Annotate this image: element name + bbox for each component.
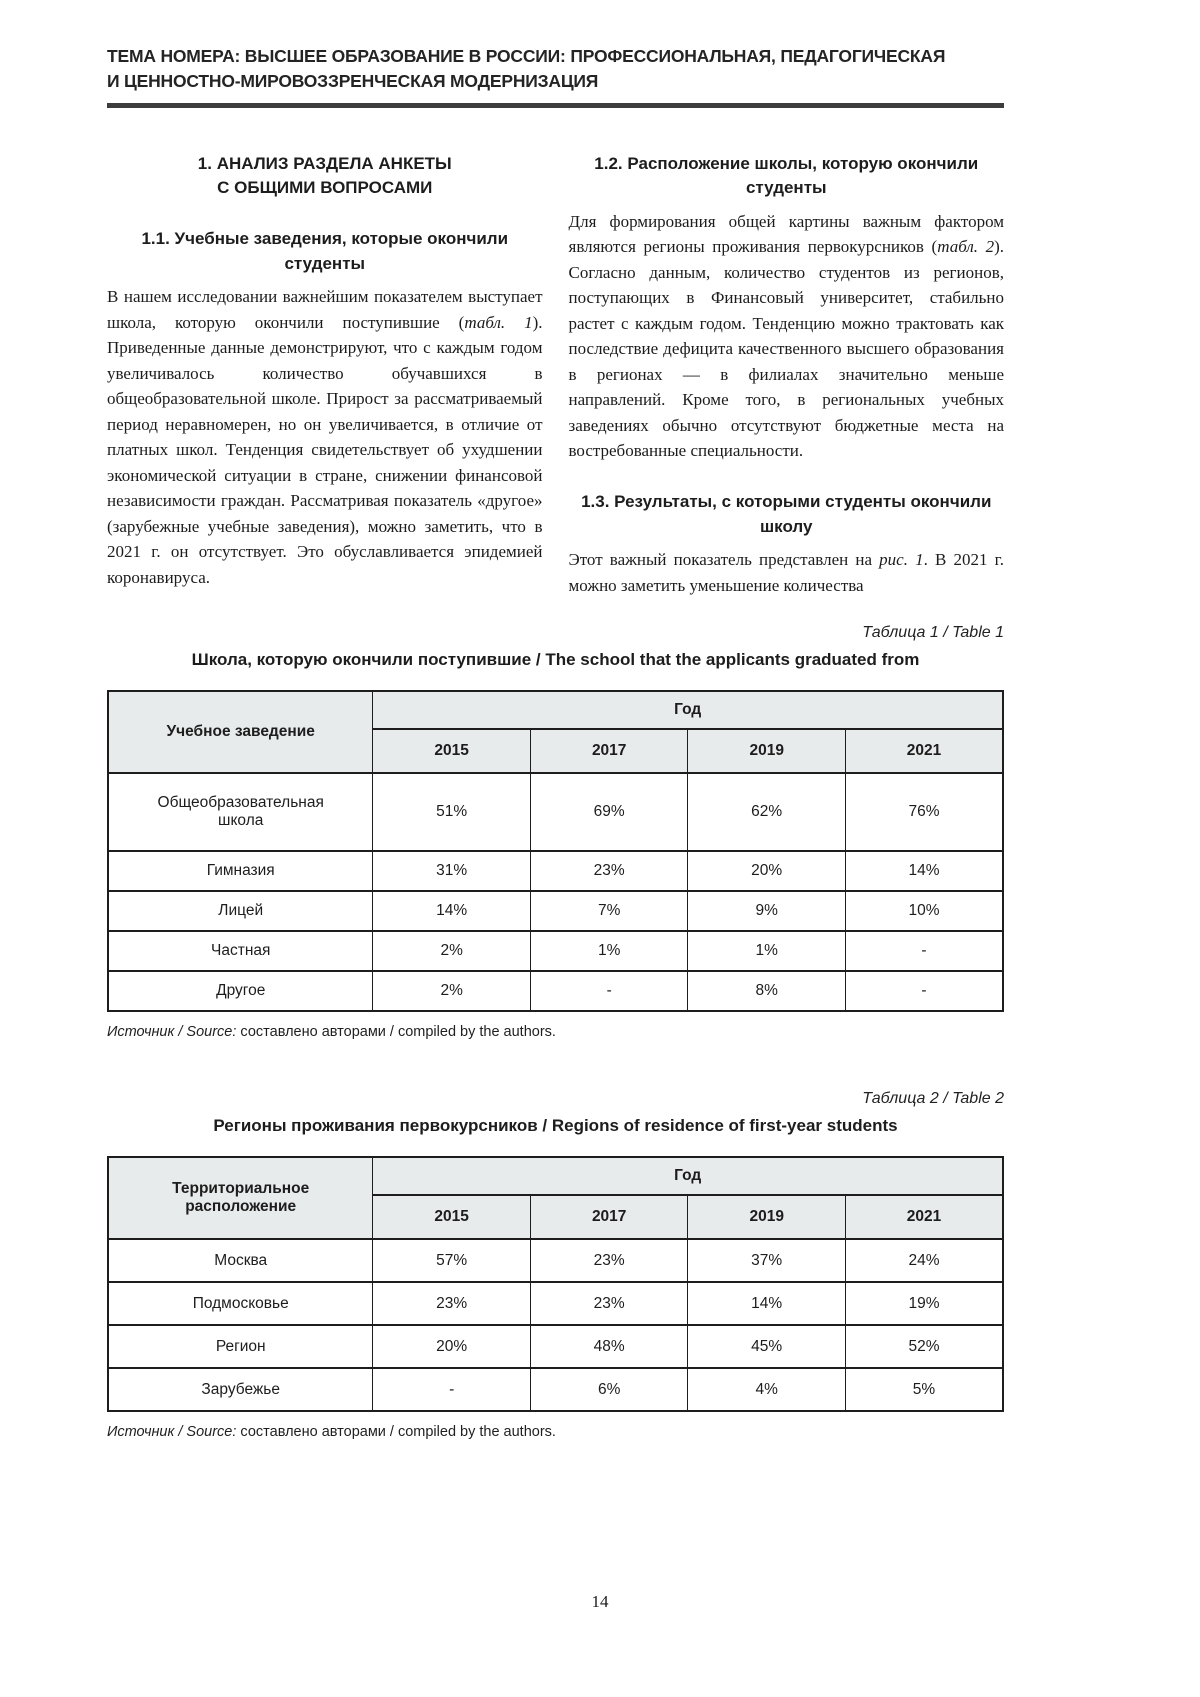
row-label: Москва xyxy=(108,1239,373,1282)
journal-theme-title: ТЕМА НОМЕРА: ВЫСШЕЕ ОБРАЗОВАНИЕ В РОССИИ: ПРОФЕССИОНАЛЬНАЯ, ПЕДАГОГИЧЕСКАЯ И ЦЕННОСТНО-МИРОВОЗЗРЕНЧЕСКАЯ МОДЕРНИЗАЦИЯ xyxy=(107,46,946,91)
page-number: 14 xyxy=(591,1592,609,1611)
cell-value: - xyxy=(530,971,688,1011)
table-1-year-2019: 2019 xyxy=(688,729,846,773)
section-1-2-body: Для формирования общей картины важным фактором являются регионы проживания первокурсников (табл. 2). Согласно данным, количество студентов из регионов, поступающих в Финансовый университет, стабильно растет с каждым годом. Тенденцию можно трактовать как последствие дефицита качественного высшего образования в регионах — в филиалах значительно меньше направлений. Кроме того, в региональных учебных заведениях обычно отсутствуют бюджетные места на востребованные специальности. xyxy=(568,211,1004,461)
table-2-year-2019: 2019 xyxy=(688,1195,846,1239)
section-1-title: 1. АНАЛИЗ РАЗДЕЛА АНКЕТЫ С ОБЩИМИ ВОПРОСАМИ xyxy=(197,153,452,198)
cell-value: 8% xyxy=(688,971,846,1011)
cell-value: 9% xyxy=(688,891,846,931)
table-2-territory-header: Территориальное расположение xyxy=(108,1157,373,1239)
table-row xyxy=(108,971,1003,1011)
table-1-title: Школа, которую окончили поступившие / The school that the applicants graduated from xyxy=(191,650,920,670)
table-2-year-2015: 2015 xyxy=(373,1195,531,1239)
section-1-2-title: 1.2. Расположение школы, которую окончили студенты xyxy=(594,153,979,198)
cell-value: 51% xyxy=(373,773,531,851)
table-row xyxy=(108,773,1003,851)
table-1 xyxy=(107,690,1004,1012)
cell-value: 7% xyxy=(530,891,688,931)
running-head xyxy=(107,0,1004,108)
cell-value: 52% xyxy=(845,1325,1003,1368)
row-label: Лицей xyxy=(108,891,373,931)
cell-value: 14% xyxy=(688,1282,846,1325)
cell-value: 69% xyxy=(530,773,688,851)
cell-value: 14% xyxy=(845,851,1003,891)
article-columns xyxy=(107,152,1004,599)
table-1-institution-header: Учебное заведение xyxy=(108,691,373,773)
cell-value: 20% xyxy=(373,1325,531,1368)
row-label: Гимназия xyxy=(108,851,373,891)
table-2-title: Регионы проживания первокурсников / Regions of residence of first-year students xyxy=(213,1116,898,1136)
cell-value: 23% xyxy=(373,1282,531,1325)
table-2-year-2021: 2021 xyxy=(845,1195,1003,1239)
table-row xyxy=(108,891,1003,931)
cell-value: 57% xyxy=(373,1239,531,1282)
header-rule xyxy=(107,103,1004,108)
cell-value: 23% xyxy=(530,1239,688,1282)
cell-value: 1% xyxy=(530,931,688,971)
cell-value: 23% xyxy=(530,1282,688,1325)
cell-value: - xyxy=(373,1368,531,1411)
row-label: Зарубежье xyxy=(108,1368,373,1411)
cell-value: 1% xyxy=(688,931,846,971)
cell-value: 48% xyxy=(530,1325,688,1368)
cell-value: 19% xyxy=(845,1282,1003,1325)
table-2 xyxy=(107,1156,1004,1412)
cell-value: 24% xyxy=(845,1239,1003,1282)
cell-value: 6% xyxy=(530,1368,688,1411)
table-row xyxy=(108,1282,1003,1325)
column-right xyxy=(569,152,1005,599)
row-label: Общеобразовательная школа xyxy=(108,773,373,851)
table-1-year-2015: 2015 xyxy=(373,729,531,773)
table-row xyxy=(108,1325,1003,1368)
table-1-header xyxy=(108,691,1003,773)
page-content xyxy=(107,0,1004,1440)
cell-value: 5% xyxy=(845,1368,1003,1411)
table-2-source: Источник / Source: составлено авторами / compiled by the authors. xyxy=(107,1424,556,1441)
section-1-3-title: 1.3. Результаты, с которыми студенты окончили школу xyxy=(581,491,992,536)
row-label: Другое xyxy=(108,971,373,1011)
table-1-year-2017: 2017 xyxy=(530,729,688,773)
table-1-year-2021: 2021 xyxy=(845,729,1003,773)
cell-value: 23% xyxy=(530,851,688,891)
table-row xyxy=(108,931,1003,971)
table-row xyxy=(108,851,1003,891)
cell-value: 2% xyxy=(373,931,531,971)
table-2-caption: Таблица 2 / Table 2 xyxy=(862,1090,1004,1108)
cell-value: 2% xyxy=(373,971,531,1011)
cell-value: 45% xyxy=(688,1325,846,1368)
row-label: Частная xyxy=(108,931,373,971)
row-label: Подмосковье xyxy=(108,1282,373,1325)
column-left xyxy=(107,152,543,599)
cell-value: 31% xyxy=(373,851,531,891)
table-1-year-group-header: Год xyxy=(373,691,1003,729)
table-2-year-2017: 2017 xyxy=(530,1195,688,1239)
cell-value: 37% xyxy=(688,1239,846,1282)
row-label: Регион xyxy=(108,1325,373,1368)
table-row xyxy=(108,1239,1003,1282)
cell-value: 20% xyxy=(688,851,846,891)
table-2-header xyxy=(108,1157,1003,1239)
table-row xyxy=(108,1368,1003,1411)
table-2-year-group-header: Год xyxy=(373,1157,1003,1195)
cell-value: - xyxy=(845,971,1003,1011)
cell-value: 4% xyxy=(688,1368,846,1411)
cell-value: 62% xyxy=(688,773,846,851)
table-1-caption: Таблица 1 / Table 1 xyxy=(862,624,1004,642)
cell-value: 76% xyxy=(845,773,1003,851)
section-1-1-body: В нашем исследовании важнейшим показателем выступает школа, которую окончили поступившие (табл. 1). Приведенные данные демонстрируют, что с каждым годом увеличивалось количество обучавшихся в общеобразовательной школе. Прирост за рассматриваемый период неравномерен, но он увеличивается, в отличие от платных школ. Тенденция свидетельствует об ухудшении экономической ситуации в стране, снижении финансовой независимости граждан. Рассматривая показатель «другое» (зарубежные учебные заведения), можно заметить, что в 2021 г. он отсутствует. Это обуславливается эпидемией коронавируса. xyxy=(107,287,543,587)
section-1-3-body: Этот важный показатель представлен на рис. 1. В 2021 г. можно заметить уменьшение количества xyxy=(568,550,1004,595)
section-1-1-title: 1.1. Учебные заведения, которые окончили студенты xyxy=(141,228,509,273)
cell-value: 10% xyxy=(845,891,1003,931)
cell-value: 14% xyxy=(373,891,531,931)
cell-value: - xyxy=(845,931,1003,971)
table-1-source: Источник / Source: составлено авторами / compiled by the authors. xyxy=(107,1024,556,1041)
